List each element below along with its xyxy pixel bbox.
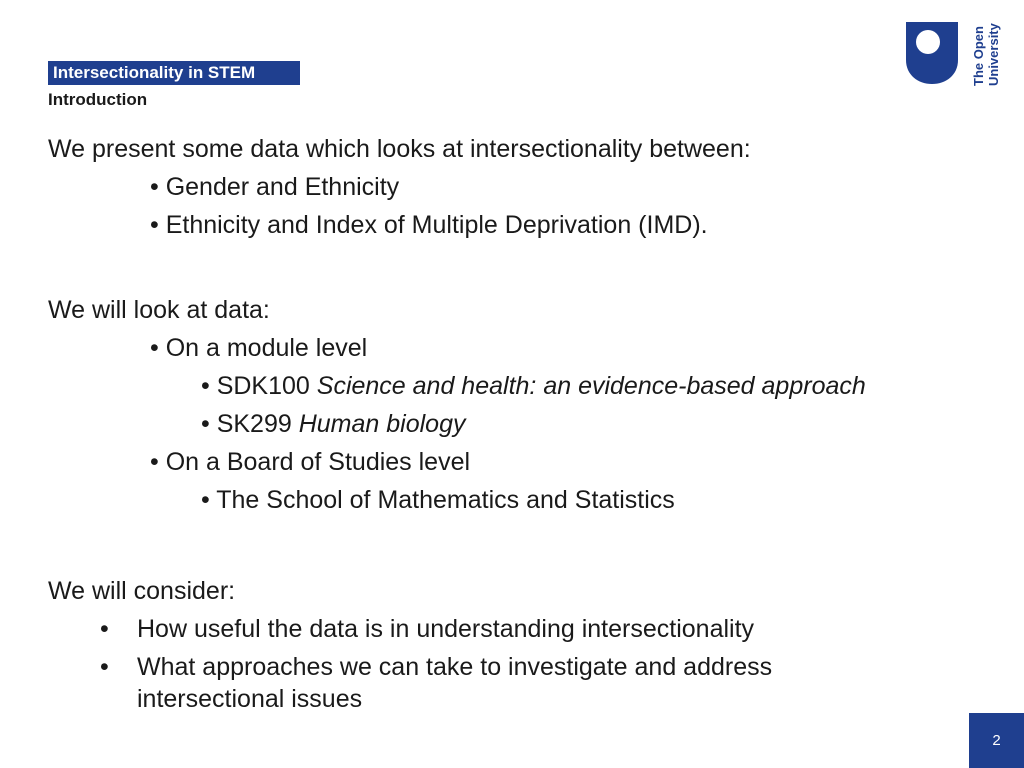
logo-line2: University	[986, 23, 1001, 86]
logo-line1: The Open	[971, 26, 986, 86]
consider-item: What approaches we can take to investigate and address intersectional issues	[137, 653, 773, 713]
page-number: 2	[969, 713, 1024, 768]
list-item: • On a module level	[150, 334, 368, 362]
consider-item: How useful the data is in understanding intersectionality	[137, 615, 755, 643]
list-item: • Gender and Ethnicity	[150, 173, 400, 201]
levels-lead: We will look at data:	[48, 296, 270, 324]
list-item	[48, 648, 988, 718]
module-bullet: •	[201, 372, 217, 400]
logo-wordmark	[970, 20, 1004, 88]
module-code: SDK100	[216, 372, 317, 400]
module-item	[48, 405, 988, 443]
module-title: Science and health: an evidence-based approach	[316, 372, 866, 400]
shield-icon	[904, 20, 960, 86]
module-bullet: •	[201, 410, 217, 438]
list-item: • Ethnicity and Index of Multiple Deprivation (IMD).	[150, 211, 708, 239]
module-item	[48, 367, 988, 405]
module-title: Human biology	[298, 410, 466, 438]
bullet-marker: •	[100, 653, 109, 681]
intro-lead: We present some data which looks at intersectionality between:	[48, 135, 751, 163]
section-title: Introduction	[48, 90, 148, 109]
bullet-marker: •	[100, 615, 109, 643]
module-code: SK299	[216, 410, 299, 438]
slide-body	[48, 130, 988, 718]
list-item	[48, 610, 988, 648]
list-item: • On a Board of Studies level	[150, 448, 471, 476]
open-university-logo	[904, 20, 1004, 88]
list-item: • The School of Mathematics and Statistics	[201, 486, 675, 514]
consider-lead: We will consider:	[48, 577, 236, 605]
course-title-banner: Intersectionality in STEM	[48, 61, 300, 85]
spacer	[48, 519, 988, 557]
spacer	[48, 244, 988, 282]
